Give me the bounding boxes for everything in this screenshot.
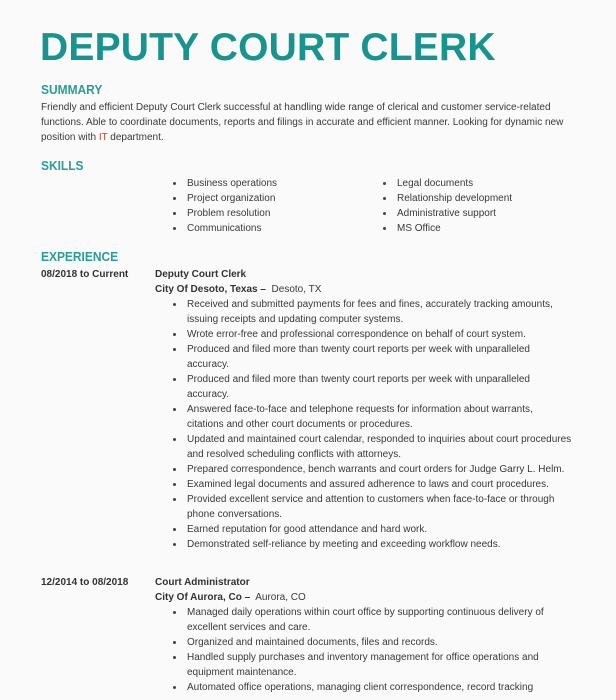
summary-highlight: IT: [98, 132, 108, 143]
skill-item: Communications: [172, 221, 277, 236]
job-bullet: Managed daily operations within court office by supporting continuous delivery of excellent services and care.: [172, 605, 572, 635]
summary-heading: SUMMARY: [41, 82, 103, 97]
resume-title: DEPUTY COURT CLERK: [40, 26, 496, 69]
experience-heading: EXPERIENCE: [41, 249, 119, 264]
job-bullet: Updated and maintained court calendar, responded to inquiries about court procedures and resolved scheduling conflicts with attorneys.: [172, 432, 572, 462]
skill-item: MS Office: [382, 221, 512, 236]
job-bullet: Demonstrated self-reliance by meeting and exceeding workflow needs.: [172, 537, 572, 552]
skill-item: Administrative support: [382, 206, 512, 221]
job-location: Desoto, TX: [271, 284, 322, 295]
job-bullet: Produced and filed more than twenty court reports per week with unparalleled accuracy.: [172, 372, 572, 402]
job-bullets: [172, 605, 572, 695]
job-bullet: Handled supply purchases and inventory management for office operations and equipment maintenance.: [172, 650, 572, 680]
job-bullet: Answered face-to-face and telephone requests for information about warrants, citations and other court documents or procedures.: [172, 402, 572, 432]
job-bullet: Produced and filed more than twenty court reports per week with unparalleled accuracy.: [172, 342, 572, 372]
job-dates: 08/2018 to Current: [41, 269, 129, 280]
job-bullets: [172, 297, 572, 552]
summary-text: [41, 100, 586, 145]
job-dates: 12/2014 to 08/2018: [41, 577, 129, 588]
skill-item: Problem resolution: [172, 206, 277, 221]
job-company: City Of Desoto, Texas: [155, 284, 258, 295]
skills-list-right: [382, 176, 512, 236]
job-title: Deputy Court Clerk: [155, 269, 247, 280]
job-company: City Of Aurora, Co: [155, 592, 242, 603]
skills-heading: SKILLS: [41, 158, 84, 173]
skill-item: Project organization: [172, 191, 277, 206]
job-location: Aurora, CO: [255, 592, 306, 603]
job-bullet: Prepared correspondence, bench warrants and court orders for Judge Garry L. Helm.: [172, 462, 572, 477]
job-bullet: Provided excellent service and attention to customers when face-to-face or through phone conversations.: [172, 492, 572, 522]
job-company-line: [155, 282, 321, 297]
job-bullet: Received and submitted payments for fees and fines, accurately tracking amounts, issuing receipts and updating computer systems.: [172, 297, 572, 327]
job-bullet: Organized and maintained documents, files and records.: [172, 635, 572, 650]
separator: –: [244, 592, 251, 603]
skill-item: Legal documents: [382, 176, 512, 191]
skill-item: Relationship development: [382, 191, 512, 206]
skill-item: Business operations: [172, 176, 277, 191]
job-title: Court Administrator: [155, 577, 250, 588]
summary-text-main: Friendly and efficient Deputy Court Clerk successful at handling wide range of clerical and customer service-related functions. Able to coordinate documents, reports and filings in accurate and efficient manner. Looking for dynamic new position with: [41, 102, 564, 143]
job-bullet: Examined legal documents and assured adherence to laws and court procedures.: [172, 477, 572, 492]
job-bullet: Wrote error-free and professional correspondence on behalf of court system.: [172, 327, 572, 342]
separator: –: [260, 284, 266, 295]
job-bullet: Automated office operations, managing client correspondence, record tracking: [172, 680, 572, 695]
job-bullet: Earned reputation for good attendance and hard work.: [172, 522, 572, 537]
skills-list-left: [172, 176, 277, 236]
summary-text-end: department.: [107, 132, 164, 143]
job-company-line: [155, 590, 306, 605]
